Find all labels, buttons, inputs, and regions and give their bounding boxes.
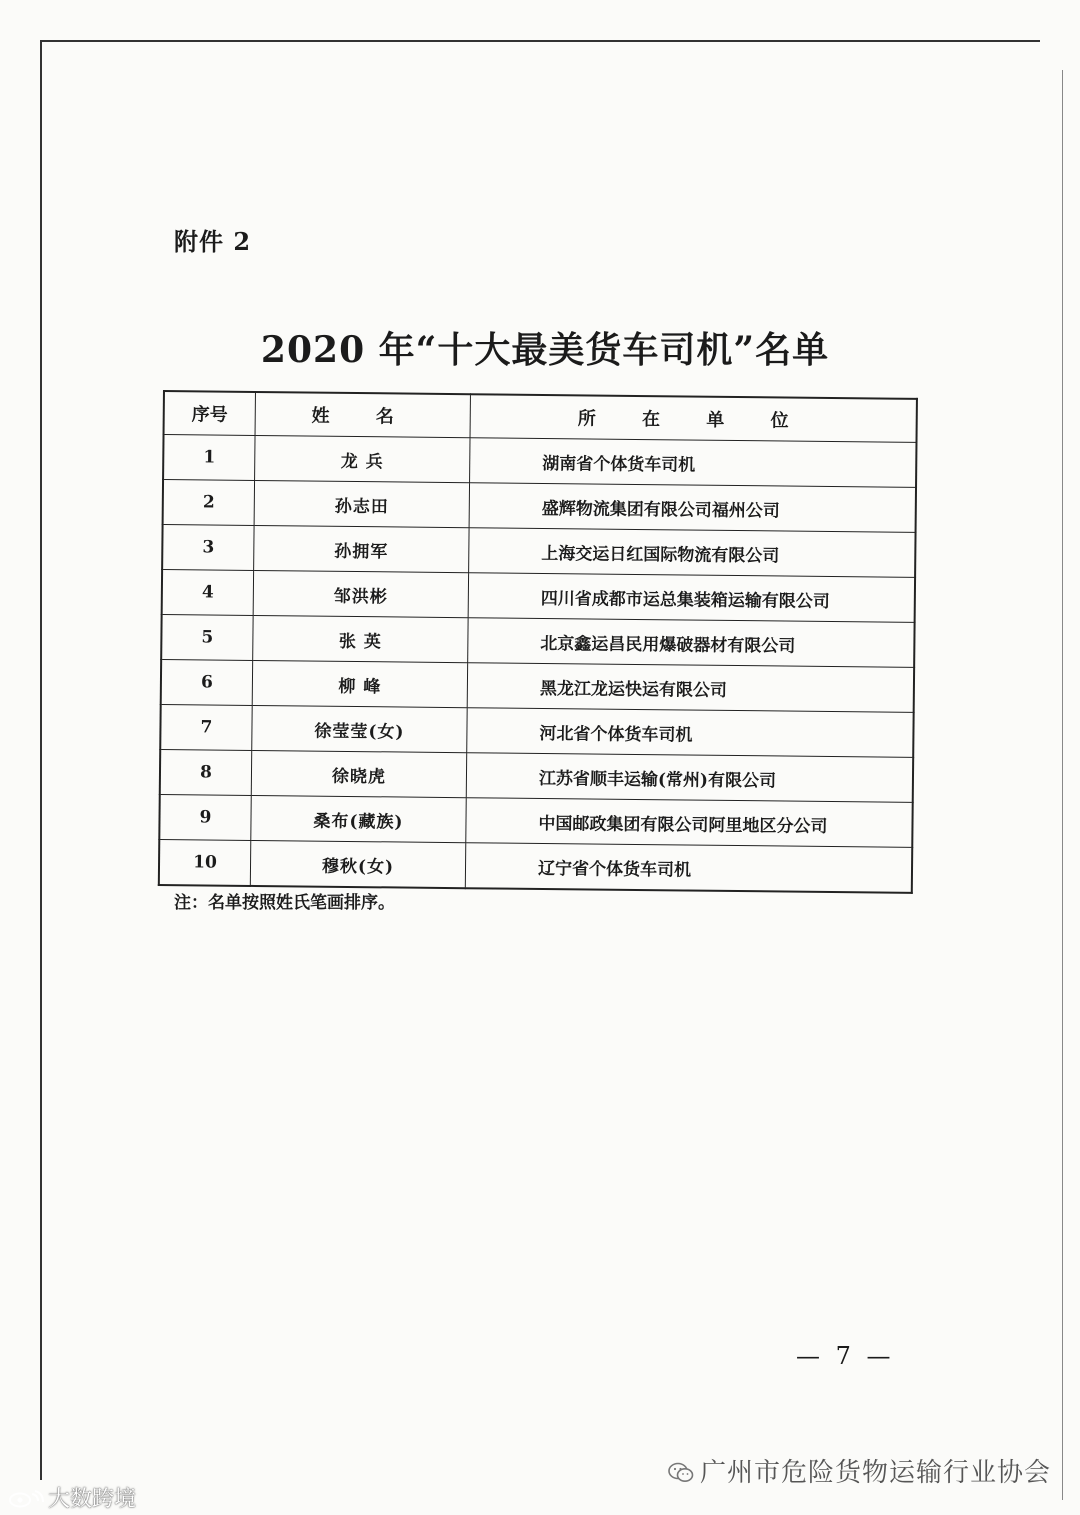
row-name: 徐莹莹(女) xyxy=(252,705,467,752)
row-no: 3 xyxy=(162,525,254,571)
row-name: 柳 峰 xyxy=(252,660,467,707)
table-row xyxy=(160,704,913,757)
table-note: 注：名单按照姓氏笔画排序。 xyxy=(174,893,395,913)
source-watermark-text: 大数跨境 xyxy=(48,1487,137,1512)
table-row xyxy=(159,794,912,847)
attachment-label: 附件 2 xyxy=(174,227,252,256)
header-name: 姓 名 xyxy=(255,392,470,438)
row-no: 1 xyxy=(163,435,255,481)
row-no: 7 xyxy=(160,704,252,750)
table-row xyxy=(160,749,913,802)
row-name: 穆秋(女) xyxy=(250,840,465,888)
row-unit: 黑龙江龙运快运有限公司 xyxy=(467,663,914,713)
row-no: 6 xyxy=(161,659,253,705)
wechat-icon xyxy=(668,1461,694,1483)
row-unit: 北京鑫运昌民用爆破器材有限公司 xyxy=(468,618,915,668)
table-row xyxy=(161,614,914,667)
row-unit: 四川省成都市运总集装箱运输有限公司 xyxy=(468,573,915,623)
table-row xyxy=(159,839,912,892)
row-name: 桑布(藏族) xyxy=(251,795,466,842)
row-no: 5 xyxy=(161,614,253,660)
header-unit: 所 在 单 位 xyxy=(470,394,917,442)
row-unit: 河北省个体货车司机 xyxy=(467,708,914,758)
row-unit: 辽宁省个体货车司机 xyxy=(465,843,912,893)
row-unit: 中国邮政集团有限公司阿里地区分公司 xyxy=(466,798,913,848)
table-row xyxy=(162,525,915,578)
table-header-row xyxy=(164,391,917,442)
row-name: 张 英 xyxy=(253,615,468,662)
page-number: — 7 — xyxy=(796,1342,895,1370)
row-name: 徐晓虎 xyxy=(251,750,466,797)
drivers-table xyxy=(158,390,918,894)
publisher-watermark-text: 广州市危险货物运输行业协会 xyxy=(700,1458,1052,1488)
row-no: 2 xyxy=(163,480,255,526)
table-row xyxy=(161,659,914,712)
weibo-logo-icon xyxy=(8,1489,44,1507)
source-watermark xyxy=(8,1482,136,1513)
row-no: 9 xyxy=(159,794,251,840)
publisher-watermark xyxy=(668,1452,1051,1489)
row-no: 10 xyxy=(159,839,251,885)
page-border-top xyxy=(40,40,1040,42)
row-name: 孙志田 xyxy=(254,480,469,527)
document-title: 2020 年“十大最美货车司机”名单 xyxy=(260,329,830,371)
page-border-right xyxy=(1062,70,1063,1500)
row-name: 孙拥军 xyxy=(254,525,469,572)
row-unit: 盛辉物流集团有限公司福州公司 xyxy=(469,483,916,533)
row-name: 龙 兵 xyxy=(255,435,470,482)
row-unit: 上海交运日红国际物流有限公司 xyxy=(469,528,916,578)
header-no: 序号 xyxy=(164,391,256,435)
row-unit: 湖南省个体货车司机 xyxy=(470,438,917,488)
table-row xyxy=(163,435,916,488)
row-name: 邹洪彬 xyxy=(253,570,468,617)
table-row xyxy=(163,480,916,533)
row-no: 8 xyxy=(160,749,252,795)
row-no: 4 xyxy=(162,570,254,616)
table-row xyxy=(162,570,915,623)
row-unit: 江苏省顺丰运输(常州)有限公司 xyxy=(466,753,913,803)
page-border-left xyxy=(40,40,42,1480)
